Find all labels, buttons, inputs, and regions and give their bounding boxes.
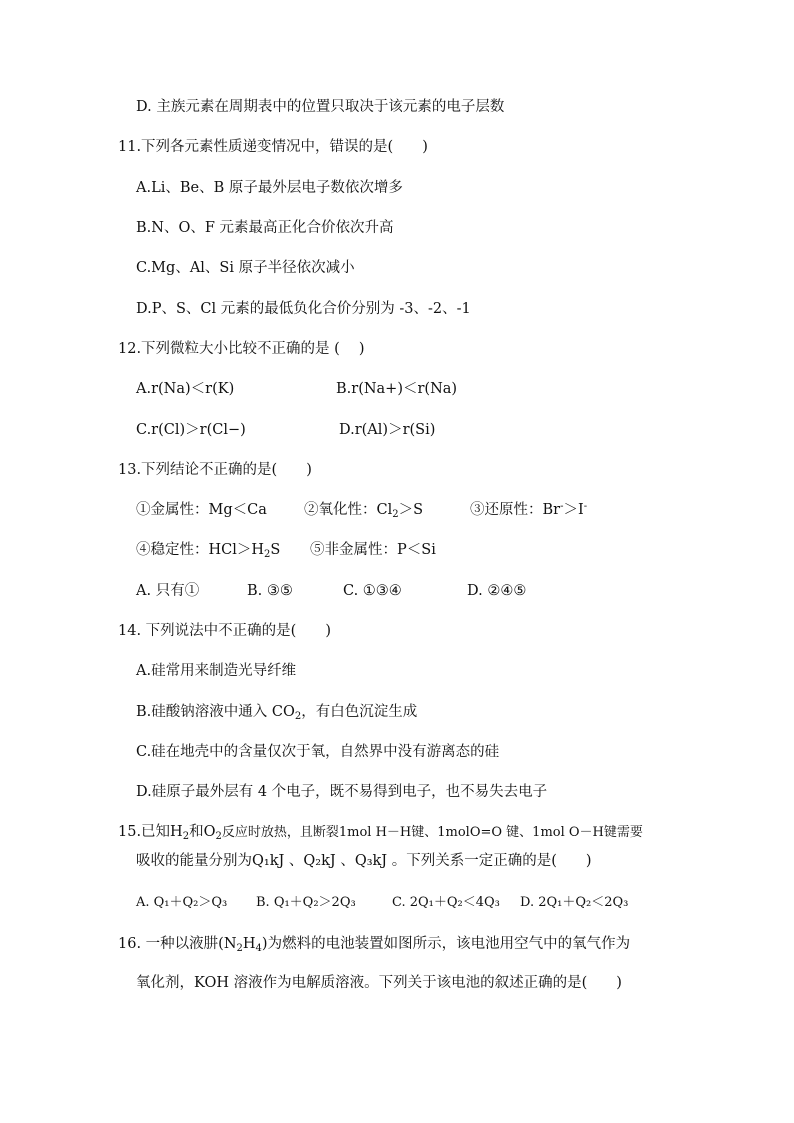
q13-option-d: D. ②④⑤ bbox=[467, 583, 527, 599]
q14-option-b bbox=[136, 702, 417, 722]
q15-stem-subscript-1: 2 bbox=[182, 831, 190, 842]
q13-statement-4-tail: S bbox=[270, 542, 281, 558]
q16-stem-line-1 bbox=[118, 934, 630, 954]
q14-stem: 14. 下列说法中不正确的是( ) bbox=[118, 623, 331, 639]
q13-statement-2-subscript: 2 bbox=[392, 509, 399, 520]
q13-statement-3-superscript-2: - bbox=[583, 501, 588, 512]
q15-option-c: C. 2Q₁＋Q₂＜4Q₃ bbox=[392, 895, 500, 910]
q15-option-b: B. Q₁＋Q₂＞2Q₃ bbox=[256, 895, 356, 910]
q13-statement-3-text: ③还原性：Br bbox=[470, 502, 561, 518]
q12-option-b: B.r(Na+)＜r(Na) bbox=[336, 381, 458, 397]
q13-statement-3-mid: ＞I bbox=[563, 502, 584, 518]
q16-stem-tail: )为燃料的电池装置如图所示，该电池用空气中的氧气作为 bbox=[261, 936, 631, 952]
q11-option-b: B.N、O、F 元素最高正化合价依次升高 bbox=[136, 220, 394, 236]
q14-option-b-text: B.硅酸钠溶液中通入 CO bbox=[136, 704, 295, 720]
q13-option-b: B. ③⑤ bbox=[247, 583, 293, 599]
q13-statement-1: ①金属性：Mg＜Ca bbox=[136, 502, 267, 518]
q13-option-c: C. ①③④ bbox=[343, 583, 402, 599]
q13-stem: 13.下列结论不正确的是( ) bbox=[118, 462, 312, 478]
q16-stem-line-2: 氧化剂，KOH 溶液作为电解质溶液。下列关于该电池的叙述正确的是( ) bbox=[136, 975, 622, 991]
q14-option-d: D.硅原子最外层有 4 个电子，既不易得到电子，也不易失去电子 bbox=[136, 784, 548, 800]
q16-stem-mid: H bbox=[242, 936, 256, 952]
q15-stem-mid: 和O bbox=[189, 824, 216, 840]
q11-option-d: D.P、S、Cl 元素的最低负化合价分别为 -3、-2、-1 bbox=[136, 301, 471, 317]
q16-stem-subscript-2: 4 bbox=[255, 943, 262, 954]
q15-option-a: A. Q₁＋Q₂＞Q₃ bbox=[136, 895, 228, 910]
q13-statement-3-superscript-1: - bbox=[560, 501, 564, 512]
q13-statement-2 bbox=[304, 500, 423, 520]
q14-option-b-subscript: 2 bbox=[294, 711, 302, 722]
q16-stem-subscript-1: 2 bbox=[236, 943, 243, 954]
q12-option-c: C.r(Cl)＞r(Cl−) bbox=[136, 422, 246, 438]
q15-stem-line-1 bbox=[118, 822, 643, 843]
q13-statement-2-text: ②氧化性：Cl bbox=[304, 502, 393, 518]
q13-statement-4-text: ④稳定性：HCl＞H bbox=[136, 542, 265, 558]
q16-stem-text: 16. 一种以液肼(N bbox=[118, 936, 237, 952]
q14-option-a: A.硅常用来制造光导纤维 bbox=[136, 663, 297, 679]
q12-stem: 12.下列微粒大小比较不正确的是 ( ) bbox=[118, 341, 365, 357]
q13-statement-4-subscript: 2 bbox=[264, 549, 271, 560]
q14-option-b-tail: ，有白色沉淀生成 bbox=[301, 704, 418, 720]
q15-stem-tail: 反应时放热，且断裂1mol H－H键、1molO=O 键、1mol O－H键需要 bbox=[221, 825, 643, 840]
q11-option-a: A.Li、Be、B 原子最外层电子数依次增多 bbox=[136, 180, 403, 196]
q15-stem-line-2: 吸收的能量分别为Q₁kJ 、Q₂kJ 、Q₃kJ 。下列关系一定正确的是( ) bbox=[136, 853, 592, 869]
q13-statement-2-tail: ＞S bbox=[398, 502, 424, 518]
q10-option-d: D. 主族元素在周期表中的位置只取决于该元素的电子层数 bbox=[136, 99, 505, 115]
q11-stem: 11.下列各元素性质递变情况中，错误的是( ) bbox=[118, 139, 428, 155]
q13-statement-5: ⑤非金属性：P＜Si bbox=[310, 542, 436, 558]
q13-option-a: A. 只有① bbox=[136, 583, 200, 599]
q15-option-d: D. 2Q₁＋Q₂＜2Q₃ bbox=[520, 895, 629, 910]
q12-option-d: D.r(Al)＞r(Si) bbox=[339, 422, 436, 438]
q15-stem-text: 15.已知H bbox=[118, 824, 183, 840]
q15-stem-subscript-2: 2 bbox=[215, 831, 222, 842]
q11-option-c: C.Mg、Al、Si 原子半径依次减小 bbox=[136, 260, 355, 276]
q12-option-a: A.r(Na)＜r(K) bbox=[136, 381, 235, 397]
q13-statement-4 bbox=[136, 540, 280, 560]
q13-statement-3 bbox=[470, 500, 587, 520]
q14-option-c: C.硅在地壳中的含量仅次于氧，自然界中没有游离态的硅 bbox=[136, 744, 500, 760]
